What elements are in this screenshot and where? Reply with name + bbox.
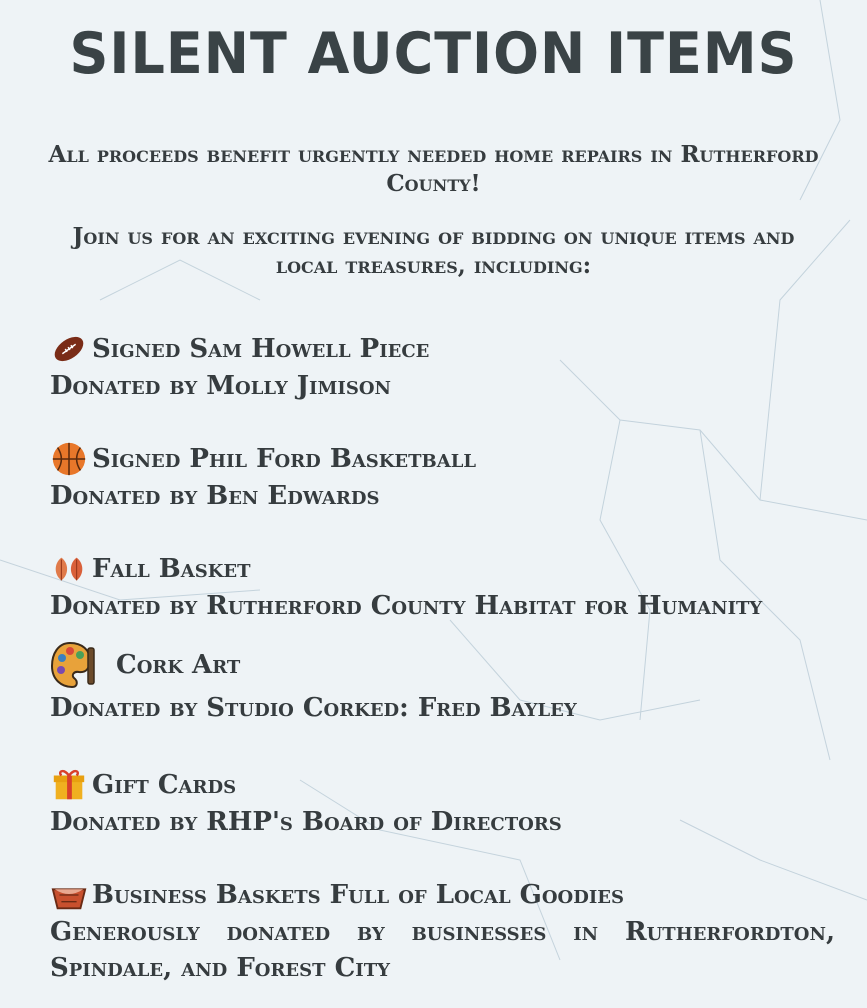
item-donor: Donated by Rutherford County Habitat for Humanity bbox=[50, 591, 763, 621]
leaves-icon bbox=[50, 550, 88, 588]
page-title: SILENT AUCTION ITEMS bbox=[69, 20, 798, 87]
item-title: Signed Phil Ford Basketball bbox=[92, 444, 477, 474]
auction-item bbox=[50, 330, 850, 404]
auction-item bbox=[50, 440, 850, 514]
basket-icon bbox=[50, 876, 88, 914]
intro-invitation: Join us for an exciting evening of bidding on unique items and local treasures, including: bbox=[72, 223, 795, 279]
football-icon bbox=[50, 330, 88, 368]
item-donor: Generously donated by businesses in Rutherfordton, bbox=[50, 917, 835, 947]
auction-item bbox=[50, 640, 850, 726]
auction-item bbox=[50, 876, 850, 986]
auction-item bbox=[50, 550, 850, 624]
palette-icon bbox=[50, 640, 98, 690]
intro-proceeds: All proceeds benefit urgently needed home repairs in Rutherford County! bbox=[48, 141, 819, 197]
auction-item bbox=[50, 766, 850, 840]
gift-icon bbox=[50, 766, 88, 804]
item-donor: Donated by Ben Edwards bbox=[50, 481, 380, 511]
item-donor: Donated by RHP's Board of Directors bbox=[50, 807, 562, 837]
item-title: Signed Sam Howell Piece bbox=[92, 334, 430, 364]
item-title: Fall Basket bbox=[92, 554, 251, 584]
item-title: Cork Art bbox=[116, 650, 241, 680]
item-title: Business Baskets Full of Local Goodies bbox=[92, 880, 624, 910]
item-donor-continued: Spindale, and Forest City bbox=[50, 953, 390, 983]
item-title: Gift Cards bbox=[92, 770, 237, 800]
item-donor: Donated by Studio Corked: Fred Bayley bbox=[50, 693, 577, 723]
item-donor: Donated by Molly Jimison bbox=[50, 371, 391, 401]
basketball-icon bbox=[50, 440, 88, 478]
